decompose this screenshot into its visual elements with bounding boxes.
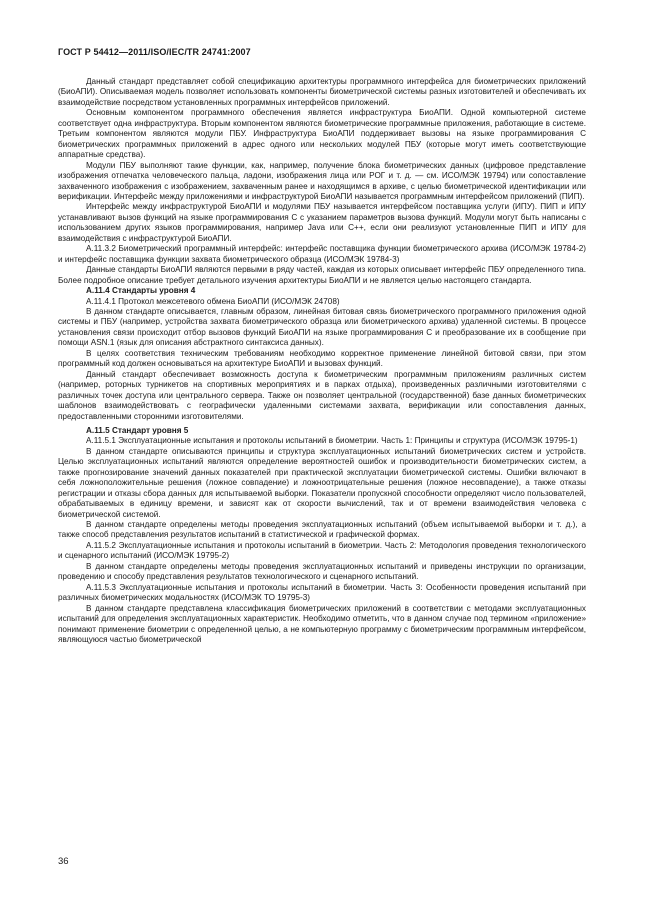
paragraph: Данный стандарт представляет собой спецификацию архитектуры программного интерфейса для биометрических приложений (БиоАПИ). Описываемая модель позволяет использовать компоненты биометрической системы разных изготовителей и обеспечивать их взаимодействие посредством установленных программных интерфейсов приложений. — [58, 77, 586, 107]
paragraph: А.11.5.2 Эксплуатационные испытания и протоколы испытаний в биометрии. Часть 2: Методология проведения технологического и сценарного испытаний (ИСО/МЭК 19795-2) — [58, 540, 586, 561]
section-heading: А.11.5 Стандарт уровня 5 — [86, 425, 189, 435]
paragraph: А.11.5.3 Эксплуатационные испытания и протоколы испытаний в биометрии. Часть 3: Особенности проведения испытаний при различных биометрических модальностях (ИСО/МЭК ТО 19795-3) — [58, 582, 586, 603]
paragraph: В данном стандарте представлена классификация биометрических приложений в соответствии с методами эксплуатационных испытаний для определения эксплуатационных характеристик. Необходимо отметить, что в данном случае под термином «приложение» понимают применение биометрии с определенной целью, а не компьютерную программу с биометрическим программным интерфейсом, являющуюся частью биометрической — [58, 603, 586, 645]
paragraph: Данный стандарт обеспечивает возможность доступа к биометрическим программным приложениям различных систем (например, роторных турникетов на спортивных мероприятиях и в парках отдыха), произведенных различными изготовителями с различных точек доступа или центрального сервера. Также он позволяет центральной (государственной) базе данных биометрических шаблонов взаимодействовать с географически удаленными системами захвата, верификации или сопоставления данных, предоставленными сторонними изготовителями. — [58, 369, 586, 421]
paragraph: В данном стандарте определены методы проведения эксплуатационных испытаний (объем испытываемой выборки и т. д.), а также способ представления результатов испытаний в статистической и графической формах. — [58, 520, 586, 540]
paragraph: В данном стандарте определены методы проведения эксплуатационных испытаний и приведены инструкции по организации, проведению и способу представления результатов технологического и сценарного испытаний. — [58, 561, 586, 582]
paragraph: В данном стандарте описывается, главным образом, линейная битовая связь биометрического программного приложения одной системы и ПБУ (например, устройства захвата биометрического образца или биометрического архива) удаленной системы. В процессе установления связи происходит отбор вызовов функций БиоАПИ на языке программирования С и преобразование их в сообщение при помощи ASN.1 (язык для описания абстрактного синтаксиса данных). — [58, 306, 586, 348]
paragraph: А.11.5.1 Эксплуатационные испытания и протоколы испытаний в биометрии. Часть 1: Принципы и структура (ИСО/МЭК 19795-1) — [86, 436, 578, 446]
page-number: 36 — [58, 856, 69, 867]
paragraph: Модули ПБУ выполняют такие функции, как, например, получение блока биометрических данных (цифровое представление изображения отпечатка человеческого пальца, ладони, изображения лица или РОГ и т. д. — см. ИСО/МЭК 19794) или сопоставление захваченного изображения с изображением, захваченным ранее и находящимся в архиве, с целью биометрической идентификации или верификации. Интерфейс между приложениями и инфраструктурой БиоАПИ называется программным интерфейсом приложений (ПИП). — [58, 160, 586, 201]
paragraph: В целях соответствия техническим требованиям необходимо корректное применение линейной битовой связи, при этом программный код должен основываться на архитектуре БиоАПИ и вызовах функций. — [58, 348, 586, 369]
document-header: ГОСТ Р 54412—2011/ISO/IEC/TR 24741:2007 — [58, 47, 251, 57]
document-body — [58, 77, 586, 645]
section-heading: А.11.4 Стандарты уровня 4 — [86, 286, 196, 296]
paragraph: А.11.3.2 Биометрический программный интерфейс: интерфейс поставщика функции биометрического архива (ИСО/МЭК 19784-2) и интерфейс поставщика функции захвата биометрического образца (ИСО/МЭК 19784-3) — [58, 244, 586, 264]
paragraph: В данном стандарте описываются принципы и структура эксплуатационных испытаний биометрических систем и устройств. Целью эксплуатационных испытаний являются определение вероятностей ошибок и производительности биометрических систем, а также прогнозирование значений данных показателей при практической эксплуатации биометрической системы. Ошибки включают в себя ложноположительные решения (ложное совпадение) и ложноотрицательные решения (ложное несовпадение), а также отказы регистрации и отказы сбора данных для испытываемой выборки. Показатели пропускной способности определяют число пользователей, обрабатываемых в единицу времени, и зависят как от скорости вычислений, так и от времени взаимодействия человека с биометрической системой. — [58, 446, 586, 519]
paragraph: Интерфейс между инфраструктурой БиоАПИ и модулями ПБУ называется интерфейсом поставщика услуги (ИПУ). ПИП и ИПУ устанавливают вызов функций на языке программирования С с указанием параметров вызова функций. Модули могут быть написаны с использованием других языков программирования, например Java или С++, если они реализуют установленные ПИП и ИПУ для взаимодействия с инфраструктурой БиоАПИ. — [58, 202, 586, 243]
paragraph: А.11.4.1 Протокол межсетевого обмена БиоАПИ (ИСО/МЭК 24708) — [86, 296, 340, 306]
paragraph: Данные стандарты БиоАПИ являются первыми в ряду частей, каждая из которых описывает интерфейс ПБУ определенного типа. Более подробное описание требует детального изучения архитектуры БиоАПИ и не является целью настоящего стандарта. — [58, 265, 586, 285]
paragraph: Основным компонентом программного обеспечения является инфраструктура БиоАПИ. Одной компьютерной системе соответствует одна инфраструктура. Вторым компонентом являются биометрические программные приложения, работающие в системе. Третьим компонентом являются модули ПБУ. Инфраструктура БиоАПИ поддерживает вызовы на языке программирования С биометрических программных приложений в адрес одного или нескольких модулей ПБУ (которые могут иметь соответствующие аппаратные средства). — [58, 108, 586, 160]
